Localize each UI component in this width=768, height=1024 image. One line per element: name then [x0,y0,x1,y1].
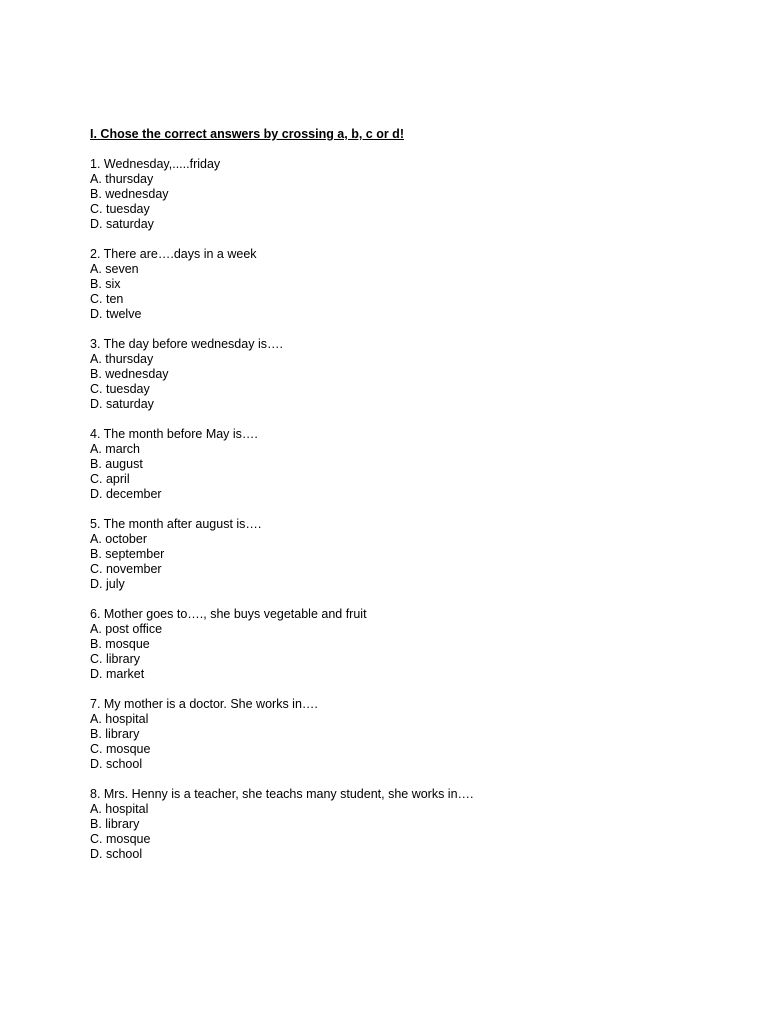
option-c: C. tuesday [90,382,150,396]
question-1 [90,157,730,232]
question-text: 4. The month before May is…. [90,427,258,441]
option-a: A. hospital [90,802,149,816]
question-text: 6. Mother goes to…., she buys vegetable and fruit [90,607,367,621]
option-d: D. july [90,577,125,591]
option-b: B. six [90,277,121,291]
option-b: B. library [90,817,140,831]
option-d: D. saturday [90,217,154,231]
question-4 [90,427,730,502]
option-d: D. market [90,667,145,681]
option-c: C. november [90,562,162,576]
question-text: 3. The day before wednesday is…. [90,337,283,351]
document-page [90,127,730,877]
question-text: 2. There are….days in a week [90,247,257,261]
option-d: D. twelve [90,307,142,321]
option-d: D. saturday [90,397,154,411]
option-c: C. library [90,652,141,666]
option-b: B. august [90,457,143,471]
option-a: A. thursday [90,352,154,366]
option-b: B. september [90,547,165,561]
option-b: B. wednesday [90,367,169,381]
option-c: C. mosque [90,742,151,756]
option-b: B. wednesday [90,187,169,201]
option-a: A. post office [90,622,163,636]
option-b: B. library [90,727,140,741]
question-text: 5. The month after august is…. [90,517,262,531]
option-a: A. march [90,442,141,456]
option-d: D. december [90,487,162,501]
question-3 [90,337,730,412]
option-c: C. mosque [90,832,151,846]
question-text: 1. Wednesday,.....friday [90,157,221,171]
instructions-heading: I. Chose the correct answers by crossing a, b, c or d! [90,127,404,141]
question-text: 7. My mother is a doctor. She works in…. [90,697,318,711]
question-2 [90,247,730,322]
option-a: A. october [90,532,147,546]
option-c: C. tuesday [90,202,150,216]
option-d: D. school [90,757,143,771]
question-7 [90,697,730,772]
question-text: 8. Mrs. Henny is a teacher, she teachs many student, she works in…. [90,787,474,801]
option-a: A. hospital [90,712,149,726]
option-a: A. thursday [90,172,154,186]
option-b: B. mosque [90,637,150,651]
option-c: C. april [90,472,130,486]
question-8 [90,787,730,862]
question-6 [90,607,730,682]
question-5 [90,517,730,592]
option-d: D. school [90,847,143,861]
option-a: A. seven [90,262,139,276]
option-c: C. ten [90,292,124,306]
